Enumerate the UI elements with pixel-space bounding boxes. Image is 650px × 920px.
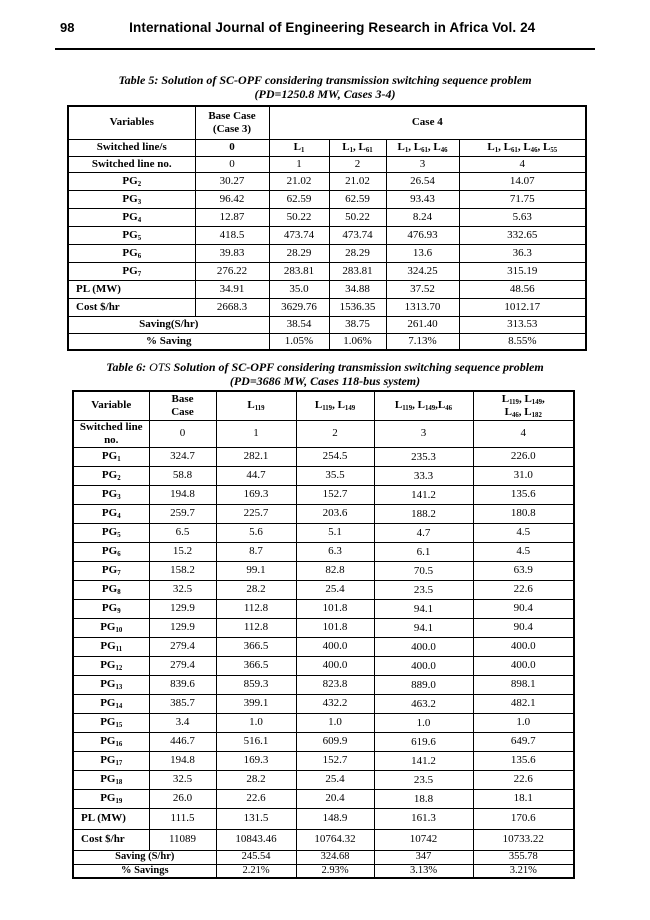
table-cell: 70.5 <box>374 561 473 580</box>
table-row <box>73 599 574 618</box>
table-cell: 0 <box>195 139 269 156</box>
table-cell: 36.3 <box>459 244 586 262</box>
table-cell: 194.8 <box>149 751 216 770</box>
table-cell: 26.54 <box>386 172 459 190</box>
col-header-case: $L_{119}$, $L_{149},L_{46}$ <box>374 391 473 420</box>
table-cell: 3.13% <box>374 864 473 878</box>
table-cell: 39.83 <box>195 244 269 262</box>
table-cell: 129.9 <box>149 599 216 618</box>
table-cell: 3.21% <box>473 864 574 878</box>
row-label: $PG_6$ <box>73 542 149 561</box>
table-cell: 4 <box>473 420 574 447</box>
row-label: $PG_3$ <box>73 485 149 504</box>
table-cell: 35.0 <box>269 280 329 298</box>
table-cell: $L_1$, $L_{61}$, $L_{46}$, $L_{55}$ <box>459 139 586 156</box>
table-cell: 112.8 <box>216 618 296 637</box>
row-label: PL (MW) <box>73 808 149 829</box>
table-cell: 2668.3 <box>195 298 269 316</box>
table-cell: 399.1 <box>216 694 296 713</box>
table-cell: 1.0 <box>216 713 296 732</box>
table-cell: 4.5 <box>473 542 574 561</box>
table-cell: 112.8 <box>216 599 296 618</box>
table-cell: 18.1 <box>473 789 574 808</box>
table-row <box>73 694 574 713</box>
table-row <box>73 675 574 694</box>
table-row <box>68 156 586 172</box>
row-label: $PG_{19}$ <box>73 789 149 808</box>
table-cell: 203.6 <box>296 504 374 523</box>
table-row <box>68 316 586 333</box>
table6-caption <box>0 360 650 388</box>
table-cell: 283.81 <box>329 262 386 280</box>
row-label: $PG_2$ <box>73 466 149 485</box>
table-row <box>68 262 586 280</box>
table-cell: 2.93% <box>296 864 374 878</box>
table-cell: 14.07 <box>459 172 586 190</box>
table-row <box>68 280 586 298</box>
row-label: $PG_4$ <box>68 208 195 226</box>
row-label: $PG_2$ <box>68 172 195 190</box>
table-cell: 259.7 <box>149 504 216 523</box>
table-cell: 10843.46 <box>216 829 296 850</box>
table-cell: 6.5 <box>149 523 216 542</box>
row-label: $PG_{10}$ <box>73 618 149 637</box>
row-label: $PG_3$ <box>68 190 195 208</box>
table5-caption-line1 <box>0 73 650 87</box>
table-row <box>68 333 586 350</box>
table-cell: 21.02 <box>329 172 386 190</box>
table-cell: 1 <box>216 420 296 447</box>
table-cell: 619.6 <box>374 732 473 751</box>
row-label: $PG_{13}$ <box>73 675 149 694</box>
table-cell: 889.0 <box>374 675 473 694</box>
table6-caption-main: Solution of SC-OPF considering transmission switching sequence problem <box>173 360 544 374</box>
table-cell: 44.7 <box>216 466 296 485</box>
table-cell: 35.5 <box>296 466 374 485</box>
table-cell: 3 <box>386 156 459 172</box>
table-cell: 254.5 <box>296 447 374 466</box>
table-row <box>73 523 574 542</box>
table-cell: 131.5 <box>216 808 296 829</box>
table-cell: 23.5 <box>374 580 473 599</box>
table-row <box>73 829 574 850</box>
table-cell: 839.6 <box>149 675 216 694</box>
table-cell: 400.0 <box>473 656 574 675</box>
table-cell: 476.93 <box>386 226 459 244</box>
table-row <box>73 618 574 637</box>
row-label: $PG_5$ <box>68 226 195 244</box>
table-cell: 225.7 <box>216 504 296 523</box>
table-cell: 473.74 <box>329 226 386 244</box>
table-cell: $L_1$ <box>269 139 329 156</box>
table-cell: 1.0 <box>296 713 374 732</box>
table-cell: 10742 <box>374 829 473 850</box>
journal-title: International Journal of Engineering Research in Africa Vol. 24 <box>129 20 536 35</box>
table-cell: 355.78 <box>473 850 574 864</box>
table-row <box>73 466 574 485</box>
header-rule <box>55 48 595 50</box>
table-cell: 22.6 <box>473 770 574 789</box>
table-cell: 463.2 <box>374 694 473 713</box>
table-cell: 93.43 <box>386 190 459 208</box>
case-line2: $L_{46}$, $L_{182}$ <box>504 405 542 419</box>
table-cell: 279.4 <box>149 637 216 656</box>
table-cell: 50.22 <box>269 208 329 226</box>
table-cell: 96.42 <box>195 190 269 208</box>
table5-caption-prefix: Table 5: <box>118 73 159 87</box>
table6-caption-prefix: Table 6: <box>106 360 147 374</box>
table-row <box>73 850 574 864</box>
table-cell: 8.24 <box>386 208 459 226</box>
table-cell: 324.7 <box>149 447 216 466</box>
table-cell: 2 <box>329 156 386 172</box>
table-row <box>73 580 574 599</box>
table-cell: 385.7 <box>149 694 216 713</box>
table-row <box>73 504 574 523</box>
table-cell: 1.0 <box>473 713 574 732</box>
table-cell: 135.6 <box>473 751 574 770</box>
table5-caption-sub: (PD=1250.8 MW, Cases 3-4) <box>254 87 396 101</box>
row-label: $PG_{11}$ <box>73 637 149 656</box>
table-cell: 11089 <box>149 829 216 850</box>
table-cell: 94.1 <box>374 618 473 637</box>
table-cell: 169.3 <box>216 751 296 770</box>
row-label: Switched line no. <box>68 156 195 172</box>
table-cell: 1.0 <box>374 713 473 732</box>
table-cell: 161.3 <box>374 808 473 829</box>
table-cell: 34.88 <box>329 280 386 298</box>
row-label: Saving (S/hr) <box>73 850 216 864</box>
row-label: $PG_1$ <box>73 447 149 466</box>
table-cell: 823.8 <box>296 675 374 694</box>
table-cell: 609.9 <box>296 732 374 751</box>
table-row <box>73 561 574 580</box>
table-row <box>73 789 574 808</box>
table-cell: 7.13% <box>386 333 459 350</box>
table-cell: 170.6 <box>473 808 574 829</box>
table5-caption <box>0 73 650 101</box>
table-cell: 6.1 <box>374 542 473 561</box>
table-cell: 71.75 <box>459 190 586 208</box>
table-cell: 332.65 <box>459 226 586 244</box>
table-cell: 400.0 <box>374 637 473 656</box>
table-cell: 25.4 <box>296 580 374 599</box>
table-cell: 283.81 <box>269 262 329 280</box>
col-header-variable: Variable <box>73 391 149 420</box>
table-row <box>73 751 574 770</box>
table-cell: 235.3 <box>374 447 473 466</box>
table-cell: 3.4 <box>149 713 216 732</box>
table-cell: 649.7 <box>473 732 574 751</box>
table-cell: 20.4 <box>296 789 374 808</box>
row-label: $PG_{15}$ <box>73 713 149 732</box>
table6-caption-sub: (PD=3686 MW, Cases 118-bus system) <box>229 374 421 388</box>
col-header-case4: Case 4 <box>269 106 586 139</box>
row-label: Switched line no. <box>73 420 149 447</box>
table-row <box>73 420 574 447</box>
row-label: $PG_5$ <box>73 523 149 542</box>
base-case-line1: Base <box>171 392 194 405</box>
base-case-line2: (Case 3) <box>212 122 252 135</box>
table-row <box>73 808 574 829</box>
table-cell: 5.1 <box>296 523 374 542</box>
table-cell: 22.6 <box>473 580 574 599</box>
row-label: $PG_7$ <box>73 561 149 580</box>
table-cell: 5.63 <box>459 208 586 226</box>
table-row <box>73 637 574 656</box>
table-cell: 25.4 <box>296 770 374 789</box>
table-row <box>73 656 574 675</box>
table-cell: 12.87 <box>195 208 269 226</box>
table-cell: 226.0 <box>473 447 574 466</box>
table-cell: 315.19 <box>459 262 586 280</box>
table-cell: 4.7 <box>374 523 473 542</box>
table-row <box>68 226 586 244</box>
row-label: Cost $/hr <box>73 829 149 850</box>
row-label: $PG_7$ <box>68 262 195 280</box>
row-label: PL (MW) <box>68 280 195 298</box>
table-cell: 1.06% <box>329 333 386 350</box>
table-cell: 63.9 <box>473 561 574 580</box>
row-label: $PG_6$ <box>68 244 195 262</box>
table-cell: 62.59 <box>269 190 329 208</box>
row-label: $PG_{18}$ <box>73 770 149 789</box>
table-cell: 135.6 <box>473 485 574 504</box>
table-cell: 482.1 <box>473 694 574 713</box>
table-cell: 32.5 <box>149 580 216 599</box>
table-cell: 279.4 <box>149 656 216 675</box>
row-label: $PG_{14}$ <box>73 694 149 713</box>
row-label: % Savings <box>73 864 216 878</box>
table-cell: 188.2 <box>374 504 473 523</box>
table-cell: 2.21% <box>216 864 296 878</box>
table-cell: 400.0 <box>374 656 473 675</box>
table5-caption-main: Solution of SC-OPF considering transmission switching sequence problem <box>161 73 532 87</box>
table-cell: 8.7 <box>216 542 296 561</box>
table6-caption-line1 <box>0 360 650 374</box>
table-cell: 1313.70 <box>386 298 459 316</box>
table-cell: 1536.35 <box>329 298 386 316</box>
table-cell: 32.5 <box>149 770 216 789</box>
table-cell: 38.75 <box>329 316 386 333</box>
row-label: $PG_8$ <box>73 580 149 599</box>
table-cell: 33.3 <box>374 466 473 485</box>
table-cell: 158.2 <box>149 561 216 580</box>
table-cell: 194.8 <box>149 485 216 504</box>
table-row <box>68 172 586 190</box>
table-row <box>68 298 586 316</box>
table-cell: 13.6 <box>386 244 459 262</box>
table-row <box>73 864 574 878</box>
table-cell: 50.22 <box>329 208 386 226</box>
table-row <box>68 106 586 139</box>
table-cell: 94.1 <box>374 599 473 618</box>
table-cell: 2 <box>296 420 374 447</box>
table-row <box>68 244 586 262</box>
table-cell: 28.29 <box>269 244 329 262</box>
col-header-variables: Variables <box>68 106 195 139</box>
table-row <box>68 190 586 208</box>
page-number: 98 <box>60 20 75 35</box>
table-cell: 10764.32 <box>296 829 374 850</box>
table-row <box>73 391 574 420</box>
table-row <box>73 485 574 504</box>
table-cell: 26.0 <box>149 789 216 808</box>
table-cell: 28.2 <box>216 770 296 789</box>
table-cell: 18.8 <box>374 789 473 808</box>
table-cell: 31.0 <box>473 466 574 485</box>
table-cell: 0 <box>149 420 216 447</box>
row-label: Switched line/s <box>68 139 195 156</box>
table-row <box>73 713 574 732</box>
table-cell: 15.2 <box>149 542 216 561</box>
table-cell: 101.8 <box>296 618 374 637</box>
base-case-line2: Case <box>171 405 194 418</box>
table-cell: 21.02 <box>269 172 329 190</box>
table-cell: 324.68 <box>296 850 374 864</box>
col-header-base-case <box>149 391 216 420</box>
table-cell: 28.29 <box>329 244 386 262</box>
table-cell: 898.1 <box>473 675 574 694</box>
table-cell: 446.7 <box>149 732 216 751</box>
table-cell: 3 <box>374 420 473 447</box>
table-cell: 30.27 <box>195 172 269 190</box>
col-header-case <box>473 391 574 420</box>
table-cell: 432.2 <box>296 694 374 713</box>
table-cell: 141.2 <box>374 485 473 504</box>
table-cell: 10733.22 <box>473 829 574 850</box>
table-row <box>68 139 586 156</box>
table-cell: 1 <box>269 156 329 172</box>
table-cell: 347 <box>374 850 473 864</box>
table-cell: 1.05% <box>269 333 329 350</box>
page-header <box>0 0 650 35</box>
table-cell: $L_1$, $L_{61}$ <box>329 139 386 156</box>
case-line1: $L_{119}$, $L_{149}$, <box>501 392 545 406</box>
table-cell: 152.7 <box>296 751 374 770</box>
table-cell: $L_1$, $L_{61}$, $L_{46}$ <box>386 139 459 156</box>
table-cell: 58.8 <box>149 466 216 485</box>
table-row <box>73 542 574 561</box>
table-cell: 473.74 <box>269 226 329 244</box>
table-cell: 400.0 <box>296 656 374 675</box>
table-cell: 37.52 <box>386 280 459 298</box>
table-cell: 418.5 <box>195 226 269 244</box>
col-header-base-case <box>195 106 269 139</box>
table-row <box>73 447 574 466</box>
table-row <box>68 208 586 226</box>
table-cell: 34.91 <box>195 280 269 298</box>
table-cell: 276.22 <box>195 262 269 280</box>
table-cell: 0 <box>195 156 269 172</box>
table-cell: 261.40 <box>386 316 459 333</box>
table-cell: 90.4 <box>473 599 574 618</box>
table-cell: 111.5 <box>149 808 216 829</box>
table6-caption-ots: OTS <box>149 360 171 374</box>
table-cell: 38.54 <box>269 316 329 333</box>
row-label: $PG_{12}$ <box>73 656 149 675</box>
table-cell: 245.54 <box>216 850 296 864</box>
row-label: $PG_{17}$ <box>73 751 149 770</box>
table-cell: 99.1 <box>216 561 296 580</box>
table-cell: 28.2 <box>216 580 296 599</box>
table-cell: 148.9 <box>296 808 374 829</box>
row-label: Saving(S/hr) <box>68 316 269 333</box>
table-cell: 6.3 <box>296 542 374 561</box>
table-cell: 22.6 <box>216 789 296 808</box>
row-label: $PG_4$ <box>73 504 149 523</box>
table-cell: 48.56 <box>459 280 586 298</box>
table5 <box>67 105 587 351</box>
table-cell: 62.59 <box>329 190 386 208</box>
table-cell: 313.53 <box>459 316 586 333</box>
col-header-case: $L_{119}$ <box>216 391 296 420</box>
table-cell: 1012.17 <box>459 298 586 316</box>
table-cell: 400.0 <box>473 637 574 656</box>
table-row <box>73 732 574 751</box>
table-cell: 8.55% <box>459 333 586 350</box>
table-cell: 4.5 <box>473 523 574 542</box>
col-header-case: $L_{119}$, $L_{149}$ <box>296 391 374 420</box>
table-cell: 90.4 <box>473 618 574 637</box>
table-cell: 141.2 <box>374 751 473 770</box>
table-row <box>73 770 574 789</box>
table6 <box>72 390 575 879</box>
table-cell: 366.5 <box>216 656 296 675</box>
row-label: $PG_9$ <box>73 599 149 618</box>
base-case-line1: Base Case <box>208 109 256 122</box>
table-cell: 5.6 <box>216 523 296 542</box>
table-cell: 859.3 <box>216 675 296 694</box>
table-cell: 3629.76 <box>269 298 329 316</box>
table-cell: 82.8 <box>296 561 374 580</box>
table-cell: 400.0 <box>296 637 374 656</box>
table-cell: 129.9 <box>149 618 216 637</box>
row-label: Cost $/hr <box>68 298 195 316</box>
table-cell: 152.7 <box>296 485 374 504</box>
table-cell: 101.8 <box>296 599 374 618</box>
row-label: % Saving <box>68 333 269 350</box>
table-cell: 180.8 <box>473 504 574 523</box>
table-cell: 516.1 <box>216 732 296 751</box>
row-label: $PG_{16}$ <box>73 732 149 751</box>
table-cell: 282.1 <box>216 447 296 466</box>
table-cell: 366.5 <box>216 637 296 656</box>
table-cell: 324.25 <box>386 262 459 280</box>
table-cell: 23.5 <box>374 770 473 789</box>
table-cell: 4 <box>459 156 586 172</box>
table-cell: 169.3 <box>216 485 296 504</box>
